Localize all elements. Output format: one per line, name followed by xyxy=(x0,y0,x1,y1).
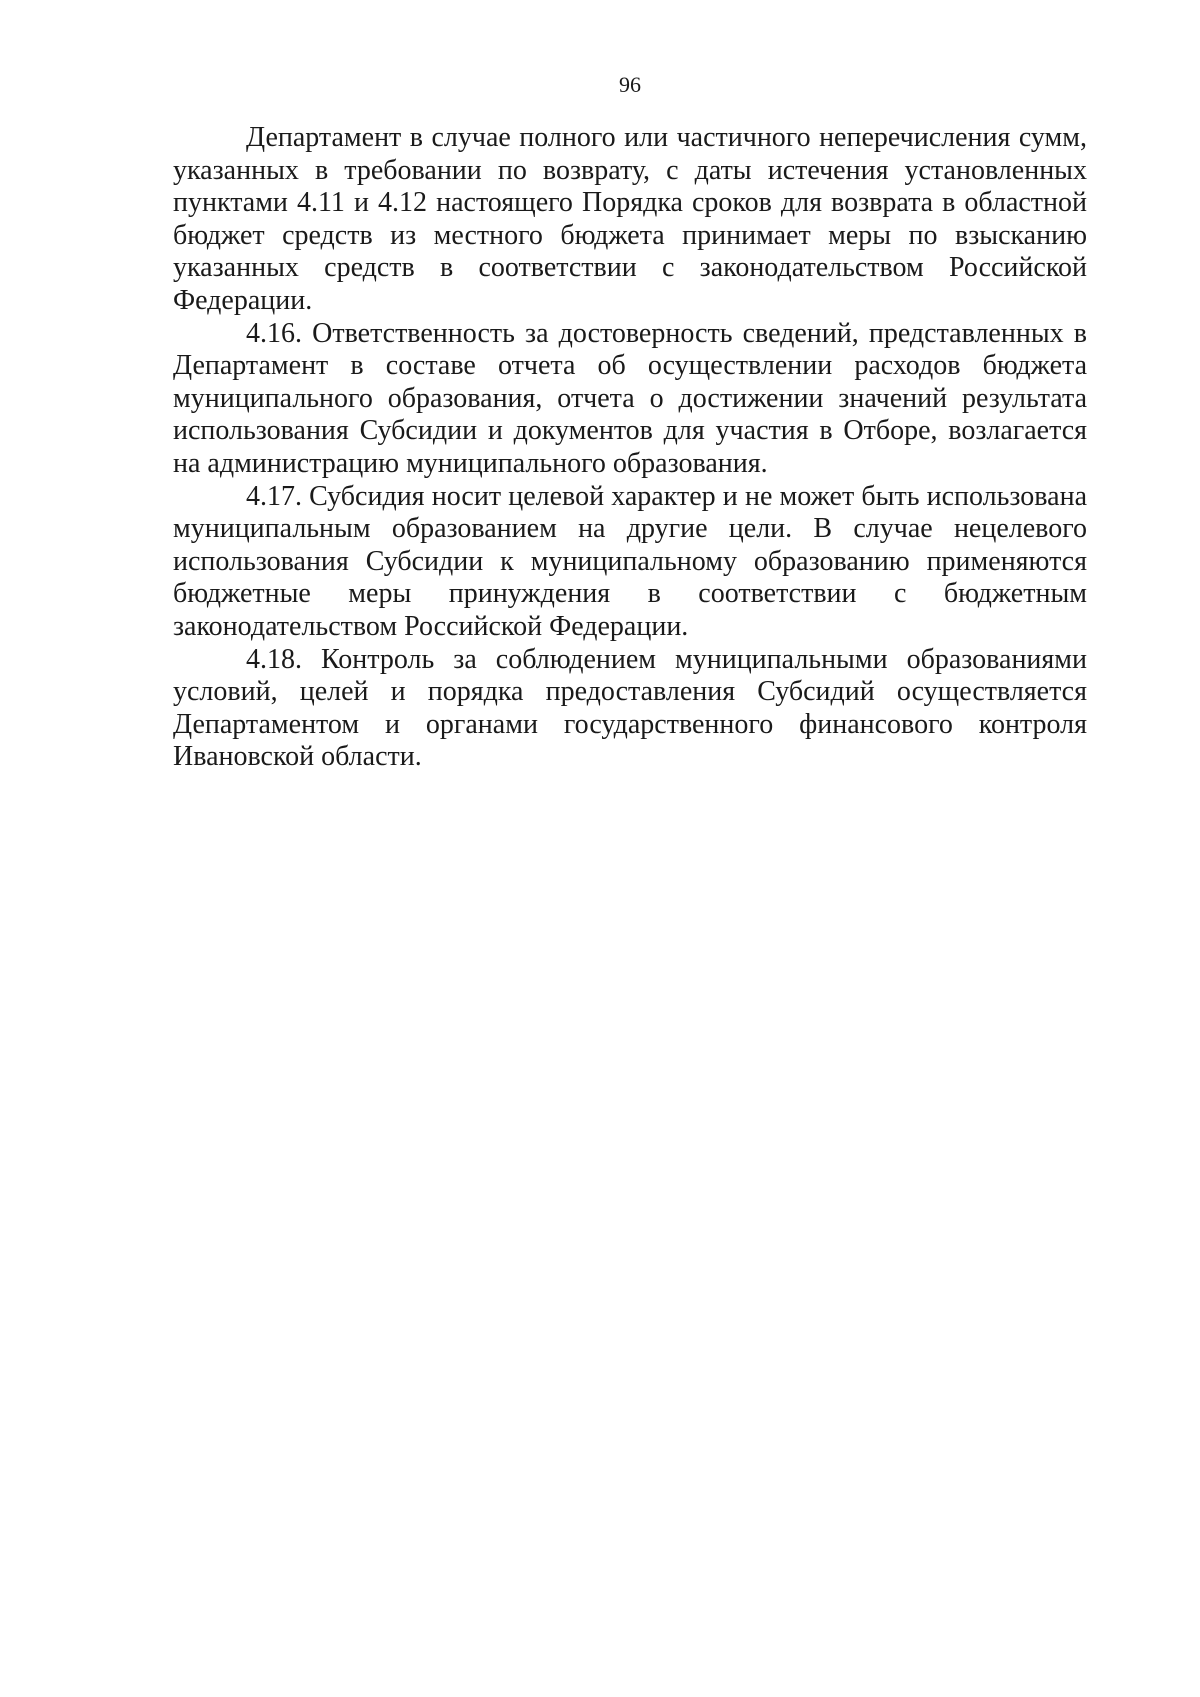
paragraph-4-18: 4.18. Контроль за соблюдением муниципальными образованиями условий, целей и порядка предоставления Субсидий осуществляется Департаментом и органами государственного финансового контроля Ивановской области. xyxy=(173,643,1087,773)
paragraph-4-17: 4.17. Субсидия носит целевой характер и не может быть использована муниципальным образованием на другие цели. В случае нецелевого использования Субсидии к муниципальному образованию применяются бюджетные меры принуждения в соответствии с бюджетным законодательством Российской Федерации. xyxy=(173,480,1087,642)
paragraph-department-recovery: Департамент в случае полного или частичного неперечисления сумм, указанных в требовании по возврату, с даты истечения установленных пунктами 4.11 и 4.12 настоящего Порядка сроков для возврата в областной бюджет средств из местного бюджета принимает меры по взысканию указанных средств в соответствии с законодательством Российской Федерации. xyxy=(173,122,1087,316)
document-body xyxy=(173,122,1087,774)
page-number: 96 xyxy=(619,72,641,97)
paragraph-4-16: 4.16. Ответственность за достоверность сведений, представленных в Департамент в составе отчета об осуществлении расходов бюджета муниципального образования, отчета о достижении значений результата использования Субсидии и документов для участия в Отборе, возлагается на администрацию муниципального образования. xyxy=(173,317,1087,479)
